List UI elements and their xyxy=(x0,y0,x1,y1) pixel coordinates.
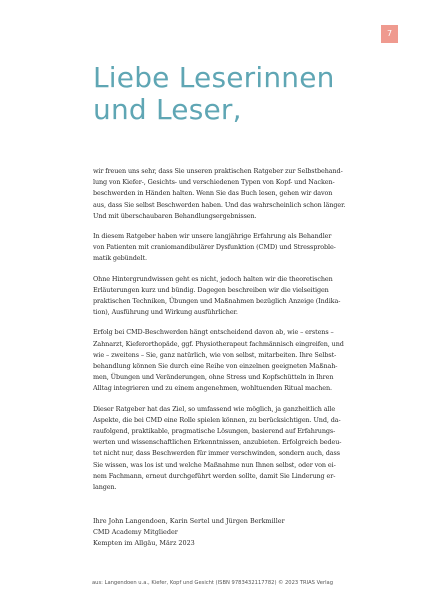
text-line: Dieser Ratgeber hat das Ziel, so umfassend wie möglich, ja ganzheitlich alle xyxy=(93,404,336,413)
text-line: Erläuterungen kurz und bündig. Dagegen beschreiben wir die vielseitigen xyxy=(93,285,329,294)
text-line: matik gebündelt. xyxy=(93,254,147,263)
text-line: Erfolg bei CMD-Beschwerden hängt entscheidend davon ab, wie – erstens – xyxy=(93,328,334,337)
text-line: nem Fachmann, erneut durchgeführt werden sollte, damit Sie Linderung er- xyxy=(93,471,336,480)
text-line: von Patienten mit craniomandibulärer Dysfunktion (CMD) und Stressproble- xyxy=(93,243,336,252)
text-line: tion), Ausführung und Wirkung ausführlicher. xyxy=(93,308,238,317)
copyright-footer: aus: Langendoen u.a., Kiefer, Kopf und Gesicht (ISBN 9783432117782) © 2023 TRIAS Verlag xyxy=(92,580,333,586)
text-line: Alltag integrieren und zu einem angenehmen, wohltuenden Ritual machen. xyxy=(93,384,332,393)
paragraph-success xyxy=(93,327,353,394)
text-line: tet nicht nur, dass Beschwerden für immer verschwinden, sondern auch, dass xyxy=(93,449,340,458)
text-line: In diesem Ratgeber haben wir unsere langjährige Erfahrung als Behandler xyxy=(93,232,332,241)
text-line: men, Übungen und Veränderungen, ohne Stress und Kopfschütteln in Ihren xyxy=(93,373,334,382)
text-line: Und mit überschaubaren Behandlungsergebnissen. xyxy=(93,211,257,220)
text-line: langen. xyxy=(93,483,117,492)
text-line: aus, dass Sie selbst Beschwerden haben. Und das wahrscheinlich schon länger. xyxy=(93,200,346,209)
paragraph-background xyxy=(93,274,353,319)
body-text xyxy=(93,166,353,502)
text-line: raufolgend, praktikable, pragmatische Lösungen, basierend auf Erfahrungs- xyxy=(93,427,336,436)
text-line: lung von Kiefer-, Gesichts- und verschiedenen Typen von Kopf- und Nacken- xyxy=(93,178,335,187)
page-number-badge: 7 xyxy=(381,25,398,43)
text-line: behandlung können Sie durch eine Reihe von einzelnen geeigneten Maßnah- xyxy=(93,362,338,371)
signature-place-date: Kempten im Allgäu, März 2023 xyxy=(93,539,195,548)
paragraph-goal xyxy=(93,404,353,494)
text-line: Aspekte, die bei CMD eine Rolle spielen können, zu berücksichtigen. Und, da- xyxy=(93,415,341,424)
page-heading xyxy=(93,62,335,126)
text-line: wie – zweitens – Sie, ganz natürlich, wie von selbst, mitarbeiten. Ihre Selbst- xyxy=(93,350,337,359)
heading-line: Liebe Leserinnen xyxy=(93,61,335,94)
text-line: beschwerden in Händen halten. Wenn Sie das Buch lesen, gehen wir davon xyxy=(93,189,333,198)
text-line: werten und wissenschaftlichen Erkenntnissen, anzubieten. Erfolgreich bedeu- xyxy=(93,438,342,447)
paragraph-intro xyxy=(93,166,353,222)
signature-block xyxy=(93,516,285,550)
text-line: Sie wissen, was los ist und welche Maßnahme nun Ihnen selbst, oder von ei- xyxy=(93,460,336,469)
heading-line: und Leser, xyxy=(93,93,242,126)
text-line: wir freuen uns sehr, dass Sie unseren praktischen Ratgeber zur Selbstbehand- xyxy=(93,167,343,175)
paragraph-experience xyxy=(93,231,353,265)
text-line: Ohne Hintergrundwissen geht es nicht, jedoch halten wir die theoretischen xyxy=(93,274,333,283)
signature-authors: Ihre John Langendoen, Karin Sertel und Jürgen Berkmiller xyxy=(93,517,285,525)
signature-affiliation: CMD Academy Mitglieder xyxy=(93,528,178,537)
text-line: praktischen Techniken, Übungen und Maßnahmen bezüglich Anzeige (Indika- xyxy=(93,297,341,306)
text-line: Zahnarzt, Kieferorthopäde, ggf. Physiotherapeut fachmännisch eingreifen, und xyxy=(93,339,344,348)
